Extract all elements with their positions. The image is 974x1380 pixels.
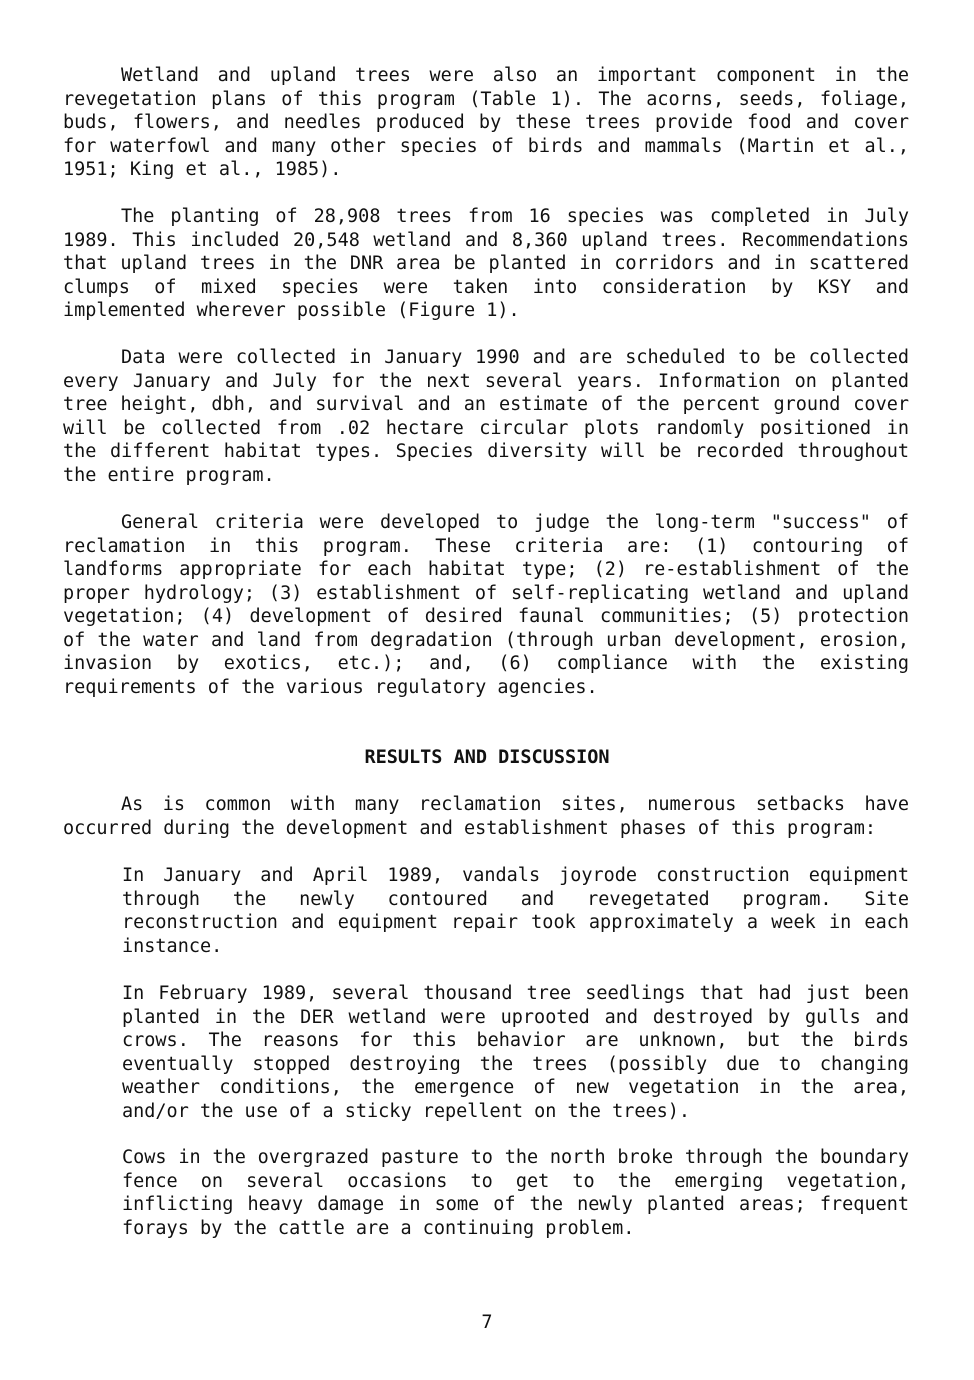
page-number: 7 [481, 1312, 493, 1333]
setback-item-birds: In February 1989, several thousand tree seedlings that had just been planted in the DER wetland were uprooted and destroyed by gulls and crows. The reasons for this behavior are unknown, but the birds eventually stopped destroying the trees (possibly due to changing weather conditions, the emergence of new vegetation in the area, and/or the use of a sticky repellent on the trees). [122, 983, 909, 1122]
paragraph-tree-planting: The planting of 28,908 trees from 16 species was completed in July 1989. This included 20,548 wetland and 8,360 upland trees. Recommendations that upland trees in the DNR area be planted in corridors and in scattered clumps of mixed species were taken into consideration by KSY and implemented wherever possible (Figure 1). [63, 206, 909, 321]
setback-item-vandals: In January and April 1989, vandals joyrode construction equipment through the newly contoured and revegetated program. Site reconstruction and equipment repair took approximately a week in each instance. [122, 865, 909, 957]
section-heading: RESULTS AND DISCUSSION [364, 747, 610, 768]
paragraph-results-intro: As is common with many reclamation sites, numerous setbacks have occurred during the development and establishment phases of this program: [63, 794, 909, 839]
paragraph-trees-importance: Wetland and upland trees were also an important component in the revegetation plans of this program (Table 1). The acorns, seeds, foliage, buds, flowers, and needles produced by these trees provide food and cover for waterfowl and many other species of birds and mammals (Martin et al., 1951; King et al., 1985). [63, 65, 909, 180]
paragraph-success-criteria: General criteria were developed to judge the long-term "success" of reclamation in this program. These criteria are: (1) contouring of landforms appropriate for each habitat type; (2) re-establishment of the proper hydrology; (3) establishment of self-replicating wetland and upland vegetation; (4) development of desired faunal communities; (5) protection of the water and land from degradation (through urban development, erosion, invasion by exotics, etc.); and, (6) compliance with the existing requirements of the various regulatory agencies. [63, 512, 909, 698]
paragraph-data-collection: Data were collected in January 1990 and are scheduled to be collected every January and July for the next several years. Information on planted tree height, dbh, and survival and an estimate of the percent ground cover will be collected from .02 hectare circular plots randomly positioned in the different habitat types. Species diversity will be recorded throughout the entire program. [63, 347, 909, 486]
setback-item-cows: Cows in the overgrazed pasture to the north broke through the boundary fence on several occasions to get to the emerging vegetation, inflicting heavy damage in some of the newly planted areas; frequent forays by the cattle are a continuing problem. [122, 1147, 909, 1239]
